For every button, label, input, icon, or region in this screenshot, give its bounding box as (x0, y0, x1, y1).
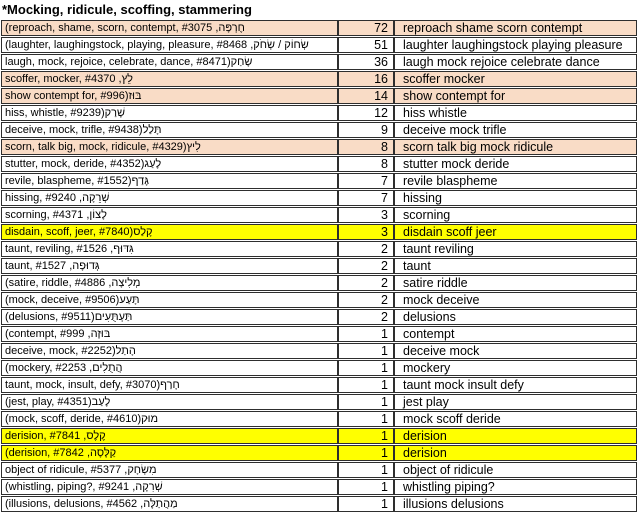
lexeme-gloss: (reproach, shame, scorn, contempt, #3075 , (5, 22, 219, 34)
hebrew-word: תָּעַע (119, 294, 140, 306)
lexeme-cell[interactable] (1, 122, 338, 138)
table-row (1, 275, 637, 291)
table-row (1, 20, 637, 36)
table-row (1, 173, 637, 189)
table-row (1, 292, 637, 308)
lexeme-gloss: (mock, scoff, deride, #4610) (5, 413, 142, 425)
lexeme-gloss: (contempt, #999 , (5, 328, 91, 340)
hebrew-word: הָתַל (115, 345, 136, 357)
hebrew-word: תָּלַל (142, 124, 162, 136)
table-row (1, 71, 637, 87)
count-cell[interactable]: 1 (338, 496, 394, 512)
gloss-cell[interactable]: mock deceive (394, 292, 637, 308)
gloss-cell[interactable]: object of ridicule (394, 462, 637, 478)
lexeme-gloss: derision, #7841 , (5, 430, 87, 442)
hebrew-word: שְׁרֵקָה (82, 192, 110, 204)
hebrew-word: תַּעְתֻּעִים (94, 311, 133, 323)
page-title: *Mocking, ridicule, scoffing, stammering (2, 2, 252, 17)
hebrew-word: בּוּז (128, 90, 142, 102)
lexeme-cell[interactable] (1, 394, 338, 410)
lexeme-gloss: scorn, talk big, mock, ridicule, #4329) (5, 141, 187, 153)
word-table (1, 19, 637, 513)
count-cell[interactable]: 8 (338, 156, 394, 172)
lexeme-cell[interactable] (1, 241, 338, 257)
lexeme-gloss: disdain, scoff, jeer, #7840) (5, 226, 134, 238)
table-row (1, 343, 637, 359)
hebrew-word: מִשְׂחָק (127, 464, 157, 476)
lexeme-gloss: hissing, #9240 , (5, 192, 83, 204)
gloss-cell[interactable]: stutter mock deride (394, 156, 637, 172)
count-cell[interactable]: 1 (338, 394, 394, 410)
count-cell[interactable]: 2 (338, 292, 394, 308)
gloss-cell[interactable]: scoffer mocker (394, 71, 637, 87)
count-cell[interactable]: 7 (338, 190, 394, 206)
lexeme-gloss: (illusions, delusions, #4562 , (5, 498, 144, 510)
lexeme-gloss: (mockery, #2253 , (5, 362, 93, 374)
count-cell[interactable]: 16 (338, 71, 394, 87)
hebrew-word: לָצוֹן (89, 209, 107, 221)
gloss-cell[interactable]: taunt reviling (394, 241, 637, 257)
gloss-cell[interactable]: jest play (394, 394, 637, 410)
gloss-cell[interactable]: revile blaspheme (394, 173, 637, 189)
lexeme-gloss: (mock, deceive, #9506) (5, 294, 120, 306)
hebrew-word: הֲתֻלִים (92, 362, 123, 374)
gloss-cell[interactable]: hissing (394, 190, 637, 206)
hebrew-word: גִּדּוּף (113, 243, 134, 255)
lexeme-cell[interactable] (1, 71, 338, 87)
table-row (1, 496, 637, 512)
table-row (1, 428, 637, 444)
gloss-cell[interactable]: illusions delusions (394, 496, 637, 512)
count-cell[interactable]: 51 (338, 37, 394, 53)
gloss-cell[interactable]: laughter laughingstock playing pleasure (394, 37, 637, 53)
gloss-cell[interactable]: laugh mock rejoice celebrate dance (394, 54, 637, 70)
count-cell[interactable]: 3 (338, 207, 394, 223)
table-row (1, 54, 637, 70)
gloss-cell[interactable]: scorning (394, 207, 637, 223)
lexeme-gloss: (delusions, #9511) (5, 311, 95, 323)
lexeme-cell[interactable] (1, 224, 338, 240)
count-cell[interactable]: 14 (338, 88, 394, 104)
count-cell[interactable]: 1 (338, 479, 394, 495)
lexeme-gloss: hiss, whistle, #9239) (5, 107, 105, 119)
count-cell[interactable]: 72 (338, 20, 394, 36)
table-row (1, 377, 637, 393)
hebrew-word: מְלִיצָה (111, 277, 141, 289)
count-cell[interactable]: 1 (338, 326, 394, 342)
lexeme-gloss: (satire, riddle, #4886 , (5, 277, 112, 289)
count-cell[interactable]: 1 (338, 462, 394, 478)
lexeme-gloss: object of ridicule, #5377 , (5, 464, 128, 476)
table-row (1, 411, 637, 427)
table-row (1, 394, 637, 410)
table-row (1, 445, 637, 461)
hebrew-word: שְׂחוֹק / שְׂחֹק (253, 39, 309, 51)
lexeme-cell[interactable] (1, 292, 338, 308)
lexeme-cell[interactable] (1, 207, 338, 223)
gloss-cell[interactable]: deceive mock (394, 343, 637, 359)
table-row (1, 309, 637, 325)
table-row (1, 190, 637, 206)
lexeme-cell[interactable] (1, 479, 338, 495)
hebrew-word: קֶלֶס (86, 430, 106, 442)
table-row (1, 88, 637, 104)
gloss-cell[interactable]: delusions (394, 309, 637, 325)
hebrew-word: קָלַס (133, 226, 153, 238)
hebrew-word: חָרַף (160, 379, 180, 391)
lexeme-gloss: laugh, mock, rejoice, celebrate, dance, #8471) (5, 56, 231, 68)
gloss-cell[interactable]: taunt (394, 258, 637, 274)
table-row (1, 122, 637, 138)
hebrew-word: לֵץ (121, 73, 133, 85)
count-cell[interactable]: 1 (338, 445, 394, 461)
hebrew-word: לָעַג (144, 158, 162, 170)
lexeme-cell[interactable] (1, 343, 338, 359)
hebrew-word: בּוּזָה (90, 328, 111, 340)
lexeme-cell[interactable] (1, 411, 338, 427)
lexeme-gloss: (jest, play, #4351) (5, 396, 92, 408)
gloss-cell[interactable]: show contempt for (394, 88, 637, 104)
lexeme-cell[interactable] (1, 156, 338, 172)
word-table-body (1, 20, 637, 512)
count-cell[interactable]: 1 (338, 360, 394, 376)
lexeme-cell[interactable] (1, 54, 338, 70)
count-cell[interactable]: 2 (338, 241, 394, 257)
lexeme-cell[interactable] (1, 428, 338, 444)
gloss-cell[interactable]: contempt (394, 326, 637, 342)
count-cell[interactable]: 2 (338, 309, 394, 325)
lexeme-cell[interactable] (1, 326, 338, 342)
gloss-cell[interactable]: mockery (394, 360, 637, 376)
gloss-cell[interactable]: hiss whistle (394, 105, 637, 121)
lexeme-cell[interactable] (1, 37, 338, 53)
table-row (1, 224, 637, 240)
gloss-cell[interactable]: derision (394, 428, 637, 444)
lexeme-gloss: scorning, #4371 , (5, 209, 90, 221)
lexeme-cell[interactable] (1, 445, 338, 461)
lexeme-cell[interactable] (1, 360, 338, 376)
hebrew-word: חֶרְפָּה (218, 22, 245, 34)
count-cell[interactable]: 1 (338, 377, 394, 393)
hebrew-word: מַהֲתַלָּה (143, 498, 178, 510)
lexeme-cell[interactable] (1, 173, 338, 189)
count-cell[interactable]: 36 (338, 54, 394, 70)
gloss-cell[interactable]: reproach shame scorn contempt (394, 20, 637, 36)
gloss-cell[interactable]: deceive mock trifle (394, 122, 637, 138)
lexeme-gloss: deceive, mock, trifle, #9438) (5, 124, 143, 136)
gloss-cell[interactable]: scorn talk big mock ridicule (394, 139, 637, 155)
lexeme-gloss: (whistling, piping?, #9241 , (5, 481, 136, 493)
hebrew-word: קַלָּסָה (90, 447, 117, 459)
count-cell[interactable]: 1 (338, 428, 394, 444)
gloss-cell[interactable]: taunt mock insult defy (394, 377, 637, 393)
lexeme-gloss: scoffer, mocker, #4370 , (5, 73, 122, 85)
hebrew-word: לִיץ (186, 141, 201, 153)
table-row (1, 105, 637, 121)
count-cell[interactable]: 8 (338, 139, 394, 155)
lexeme-gloss: stutter, mock, deride, #4352) (5, 158, 145, 170)
lexeme-gloss: deceive, mock, #2252) (5, 345, 116, 357)
gloss-cell[interactable]: whistling piping? (394, 479, 637, 495)
table-row (1, 326, 637, 342)
lexeme-gloss: (derision, #7842 , (5, 447, 90, 459)
hebrew-word: לָעַב (91, 396, 111, 408)
hebrew-word: מוּק (141, 413, 159, 425)
lexeme-cell[interactable] (1, 462, 338, 478)
lexeme-cell[interactable] (1, 258, 338, 274)
lexeme-cell[interactable] (1, 190, 338, 206)
lexeme-cell[interactable] (1, 275, 338, 291)
lexeme-gloss: taunt, mock, insult, defy, #3070) (5, 379, 161, 391)
count-cell[interactable]: 2 (338, 258, 394, 274)
lexeme-cell[interactable] (1, 20, 338, 36)
table-row (1, 462, 637, 478)
gloss-cell[interactable]: mock scoff deride (394, 411, 637, 427)
gloss-cell[interactable]: disdain scoff jeer (394, 224, 637, 240)
gloss-cell[interactable]: derision (394, 445, 637, 461)
count-cell[interactable]: 2 (338, 275, 394, 291)
lexeme-cell[interactable] (1, 309, 338, 325)
hebrew-word: גָּדַף (131, 175, 149, 187)
lexeme-gloss: taunt, #1527 , (5, 260, 73, 272)
count-cell[interactable]: 7 (338, 173, 394, 189)
table-row (1, 139, 637, 155)
table-row (1, 479, 637, 495)
lexeme-cell[interactable] (1, 139, 338, 155)
count-cell[interactable]: 3 (338, 224, 394, 240)
count-cell[interactable]: 1 (338, 411, 394, 427)
count-cell[interactable]: 12 (338, 105, 394, 121)
lexeme-gloss: (laughter, laughingstock, playing, pleasure, #8468 , (5, 39, 254, 51)
lexeme-gloss: show contempt for, #996) (5, 90, 129, 102)
hebrew-word: שְׁרִקָה (135, 481, 163, 493)
table-row (1, 241, 637, 257)
hebrew-word: שָׁרַק (104, 107, 126, 119)
lexeme-gloss: taunt, reviling, #1526 , (5, 243, 114, 255)
table-row (1, 37, 637, 53)
table-row (1, 258, 637, 274)
table-row (1, 156, 637, 172)
lexeme-cell[interactable] (1, 496, 338, 512)
gloss-cell[interactable]: satire riddle (394, 275, 637, 291)
hebrew-word: שָׂחַק (230, 56, 253, 68)
count-cell[interactable]: 9 (338, 122, 394, 138)
lexeme-cell[interactable] (1, 377, 338, 393)
table-row (1, 207, 637, 223)
table-row (1, 360, 637, 376)
lexeme-cell[interactable] (1, 88, 338, 104)
lexeme-gloss: revile, blaspheme, #1552) (5, 175, 132, 187)
count-cell[interactable]: 1 (338, 343, 394, 359)
lexeme-cell[interactable] (1, 105, 338, 121)
hebrew-word: גְּדוּפָה (72, 260, 100, 272)
